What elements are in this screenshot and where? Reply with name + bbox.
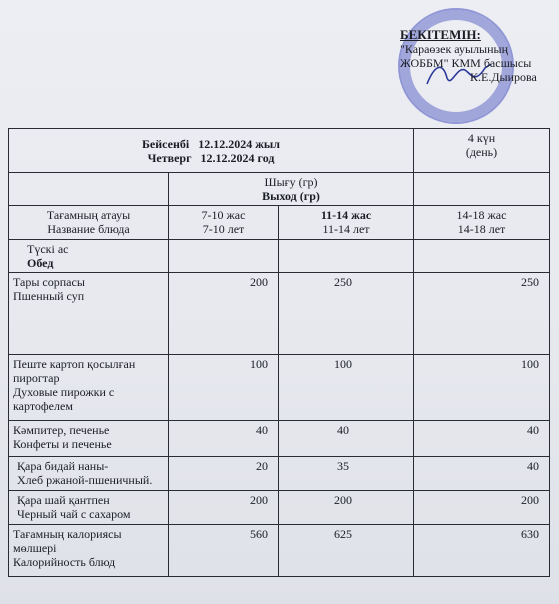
value-age3: 40 [414, 457, 550, 491]
age2-ru: 11-14 лет [322, 222, 370, 236]
approval-header: БЕКІТЕМІН: [400, 27, 481, 42]
menu-day-ru: (день) [465, 145, 498, 159]
approval-block [400, 28, 559, 84]
empty-cell [279, 240, 414, 273]
approval-signatory: К.Е.Дыирова [470, 70, 537, 84]
date-ru: 12.12.2024 год [200, 150, 275, 165]
table-row [9, 240, 550, 273]
age1-header [169, 206, 279, 240]
menu-table [8, 128, 550, 577]
dish-name-kz: Тары сорпасы [13, 275, 85, 289]
table-row [9, 206, 550, 240]
dish-name-ru: Духовые пирожки с картофелем [13, 385, 115, 413]
name-header-ru: Название блюда [47, 222, 130, 236]
value-age3: 100 [414, 355, 550, 421]
value-age3: 250 [414, 273, 550, 355]
value-age1: 100 [169, 355, 279, 421]
dish-name-ru: Конфеты и печенье [13, 437, 112, 451]
name-header [9, 206, 169, 240]
dish-name-ru: Пшенный суп [13, 289, 85, 303]
age3-kz: 14-18 жас [456, 208, 507, 222]
value-age2: 200 [279, 491, 414, 525]
output-ru: Выход (гр) [262, 189, 320, 203]
empty-cell [9, 173, 169, 206]
value-age3: 630 [414, 525, 550, 577]
age3-ru: 14-18 лет [457, 222, 506, 236]
date-cell [9, 129, 414, 173]
dish-name [9, 457, 169, 491]
meal-ru: Обед [27, 256, 54, 270]
value-age1: 200 [169, 273, 279, 355]
value-age3: 40 [414, 421, 550, 457]
dish-name-ru: Калорийность блюд [13, 555, 116, 569]
approval-line-2: ЖОББМ" КММ басшысы [400, 56, 532, 70]
menu-day-cell [414, 129, 550, 173]
day-kz: Бейсенбі [141, 136, 190, 151]
table-row [9, 173, 550, 206]
table-row [9, 457, 550, 491]
dish-name-ru: Хлеб ржаной-пшеничный. [17, 473, 153, 487]
empty-cell [169, 240, 279, 273]
empty-cell [414, 240, 550, 273]
value-age2: 35 [279, 457, 414, 491]
value-age2: 250 [279, 273, 414, 355]
name-header-kz: Тағамның атауы [46, 208, 131, 222]
table-row [9, 273, 550, 355]
output-cell [169, 173, 414, 206]
dish-name [9, 355, 169, 421]
day-ru: Четверг [147, 150, 192, 165]
table-row [9, 525, 550, 577]
age3-header [414, 206, 550, 240]
age2-kz: 11-14 жас [320, 208, 372, 222]
dish-name-ru: Черный чай с сахаром [17, 507, 131, 521]
dish-name [9, 525, 169, 577]
dish-name [9, 273, 169, 355]
age1-kz: 7-10 жас [201, 208, 246, 222]
date-kz: 12.12.2024 жыл [198, 136, 281, 151]
age1-ru: 7-10 лет [202, 222, 245, 236]
dish-name-kz: Пеште картоп қосылған пирогтар [13, 357, 136, 385]
dish-name-kz: Кәмпитер, печенье [13, 423, 110, 437]
age2-header [279, 206, 414, 240]
value-age1: 20 [169, 457, 279, 491]
value-age1: 40 [169, 421, 279, 457]
table-row [9, 129, 550, 173]
value-age2: 100 [279, 355, 414, 421]
value-age3: 200 [414, 491, 550, 525]
value-age1: 200 [169, 491, 279, 525]
table-row [9, 491, 550, 525]
menu-day-kz: 4 күн [467, 131, 496, 145]
table-row [9, 355, 550, 421]
empty-cell [414, 173, 550, 206]
dish-name [9, 491, 169, 525]
dish-name-kz: Қара шай қантпен [17, 493, 110, 507]
approval-line-1: "Караөзек ауылының [400, 42, 509, 56]
dish-name-kz: Тағамның калориясы мөлшері [13, 527, 122, 555]
meal-cell [9, 240, 169, 273]
value-age2: 40 [279, 421, 414, 457]
value-age1: 560 [169, 525, 279, 577]
output-kz: Шығу (гр) [264, 175, 318, 189]
dish-name-kz: Қара бидай наны- [17, 459, 109, 473]
meal-kz: Түскі ас [27, 242, 69, 256]
value-age2: 625 [279, 525, 414, 577]
table-row [9, 421, 550, 457]
dish-name [9, 421, 169, 457]
